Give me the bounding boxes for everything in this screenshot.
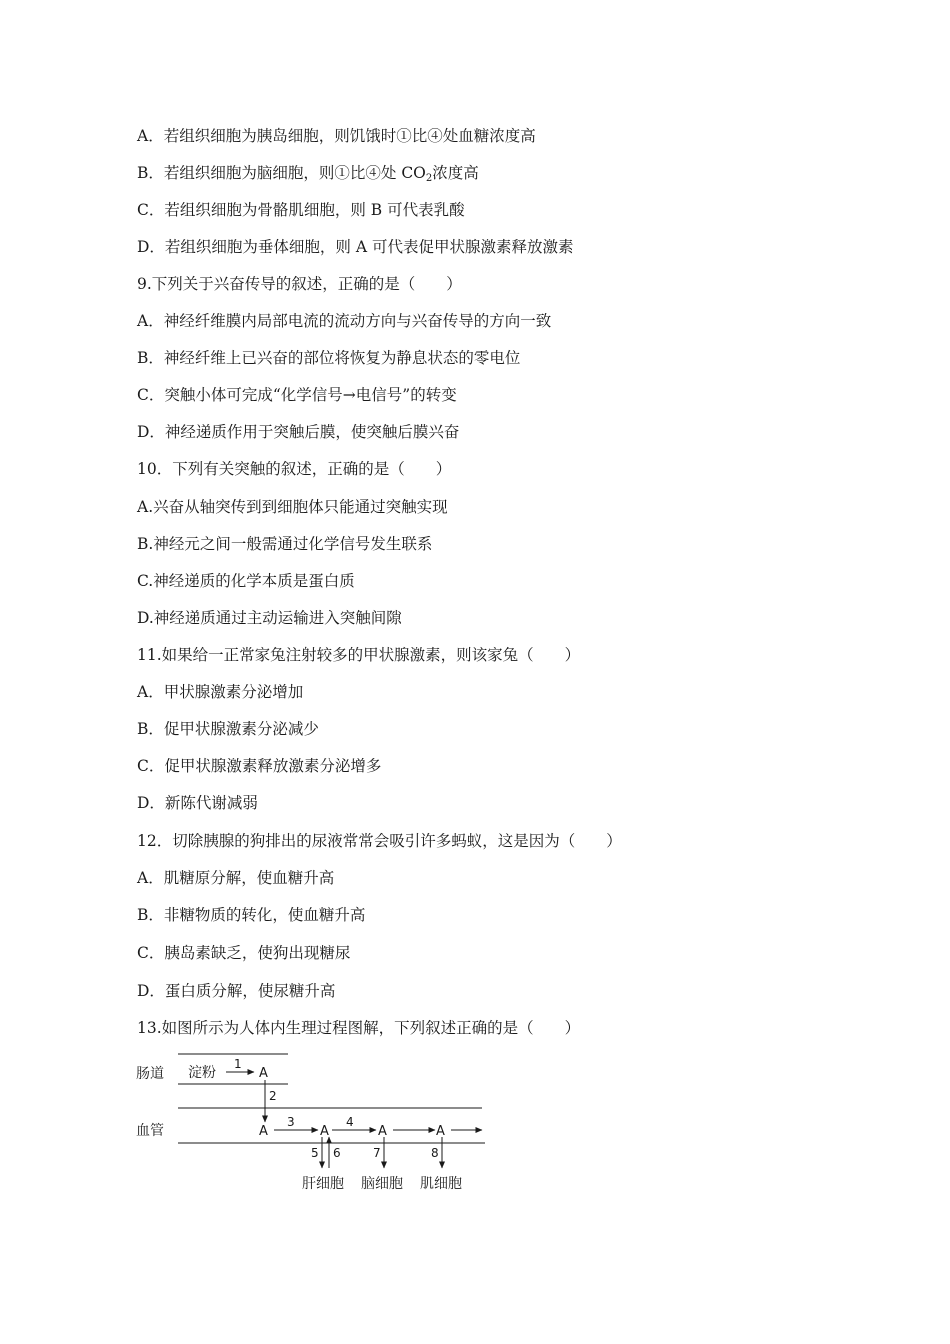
q8-option-b [137,163,479,189]
liver-cell-label: 肝细胞 [302,1176,344,1192]
substance-a-1: A [259,1124,268,1139]
q13-stem: 13.如图所示为人体内生理过程图解，下列叙述正确的是（ ） [137,1019,581,1037]
brain-cell-label: 脑细胞 [361,1176,403,1192]
intestine-label: 肠道 [136,1066,164,1082]
q9-option-c: C．突触小体可完成“化学信号→电信号”的转变 [137,386,457,404]
step-8-label: 8 [431,1146,439,1160]
vessel-label: 血管 [136,1123,164,1139]
q10-stem: 10．下列有关突触的叙述，正确的是（ ） [137,460,452,478]
substance-a-3: A [378,1124,387,1139]
q10-option-d: D.神经递质通过主动运输进入突触间隙 [137,609,402,627]
muscle-cell-label: 肌细胞 [420,1176,462,1192]
q11-option-d: D．新陈代谢减弱 [137,794,258,812]
step-2-label: 2 [269,1089,277,1103]
q8-option-d: D．若组织细胞为垂体细胞，则 A 可代表促甲状腺激素释放激素 [137,238,574,256]
physiology-diagram-svg [130,1050,500,1200]
q10-option-c: C.神经递质的化学本质是蛋白质 [137,572,355,590]
substance-a-2: A [320,1124,329,1139]
q8-option-b-subscript: 2 [425,173,433,184]
q9-option-b: B．神经纤维上已兴奋的部位将恢复为静息状态的零电位 [137,349,521,367]
step-7-label: 7 [373,1146,381,1160]
q11-option-a: A．甲状腺激素分泌增加 [137,683,304,701]
step-1-label: 1 [234,1057,242,1071]
q11-option-b: B．促甲状腺激素分泌减少 [137,720,319,738]
q9-option-d: D．神经递质作用于突触后膜，使突触后膜兴奋 [137,423,460,441]
q12-option-b: B．非糖物质的转化，使血糖升高 [137,906,366,924]
q11-stem: 11.如果给一正常家兔注射较多的甲状腺激素，则该家兔（ ） [137,646,581,664]
q9-option-a: A．神经纤维膜内局部电流的流动方向与兴奋传导的方向一致 [137,312,552,330]
q9-stem: 9.下列关于兴奋传导的叙述，正确的是（ ） [137,275,462,293]
q8-option-c: C．若组织细胞为骨骼肌细胞，则 B 可代表乳酸 [137,201,465,219]
q10-option-a: A.兴奋从轴突传到到细胞体只能通过突触实现 [137,498,448,516]
q8-option-b-text: B．若组织细胞为脑细胞，则①比④处 CO [137,164,426,182]
step-4-label: 4 [346,1115,354,1129]
q11-option-c: C．促甲状腺激素释放激素分泌增多 [137,757,382,775]
q8-option-a: A．若组织细胞为胰岛细胞，则饥饿时①比④处血糖浓度高 [137,127,536,145]
step-5-label: 5 [311,1146,319,1160]
q12-option-c: C．胰岛素缺乏，使狗出现糖尿 [137,944,351,962]
substance-a-4: A [436,1124,445,1139]
q12-option-d: D．蛋白质分解，使尿糖升高 [137,982,336,1000]
step-3-label: 3 [287,1115,295,1129]
starch-label: 淀粉 [188,1065,216,1081]
q8-option-b-tail: 浓度高 [432,164,479,182]
step-6-label: 6 [333,1146,341,1160]
q12-option-a: A．肌糖原分解，使血糖升高 [137,869,335,887]
physiology-diagram [130,1050,500,1200]
substance-a-intestine: A [259,1066,268,1081]
q10-option-b: B.神经元之间一般需通过化学信号发生联系 [137,535,433,553]
q12-stem: 12．切除胰腺的狗排出的尿液常常会吸引许多蚂蚁，这是因为（ ） [137,832,622,850]
